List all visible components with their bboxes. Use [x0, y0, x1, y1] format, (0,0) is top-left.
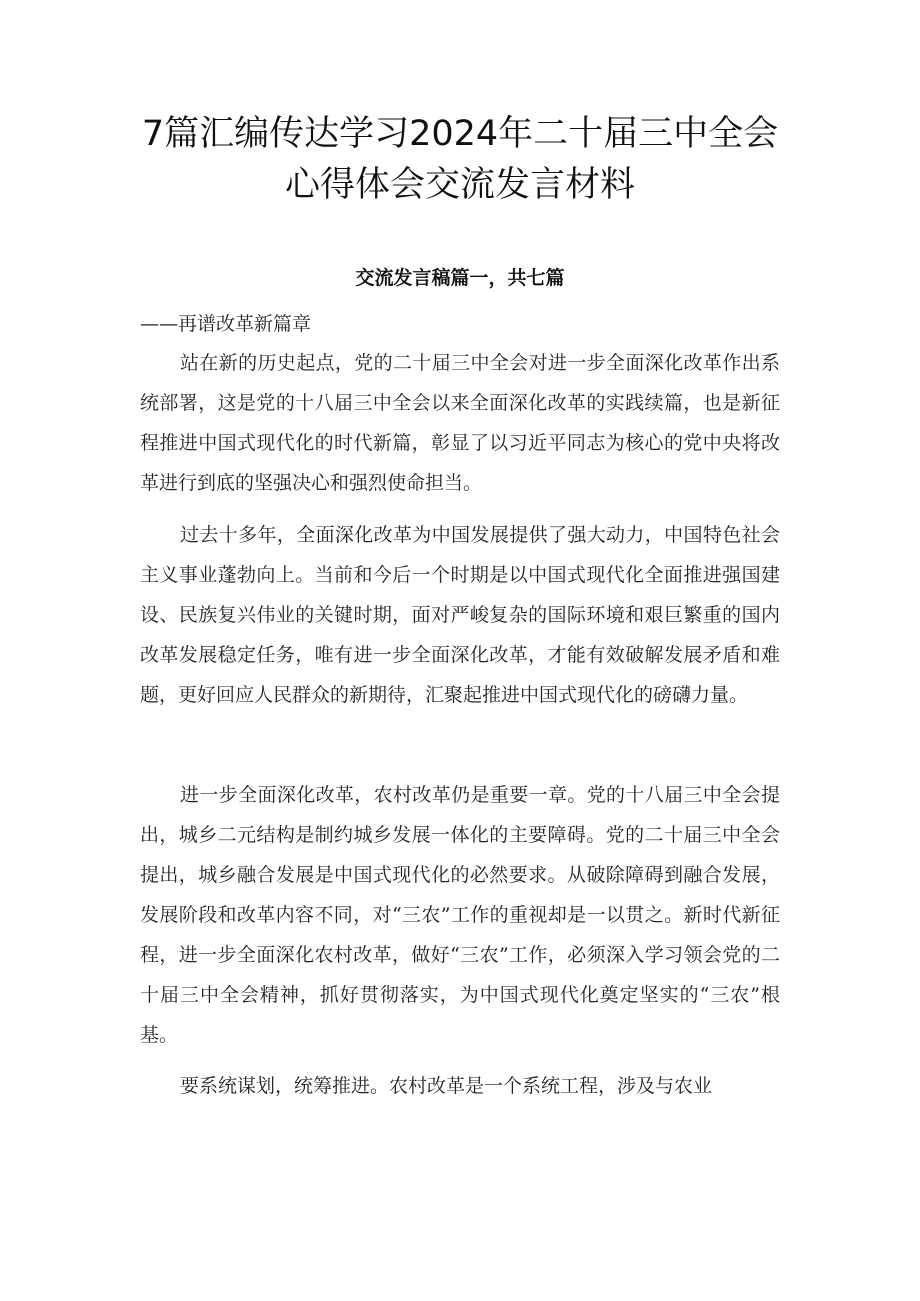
body-paragraph-3: 进一步全面深化改革，农村改革仍是重要一章。党的十八届三中全会提出，城乡二元结构是制约城乡发展一体化的主要障碍。党的二十届三中全会提出，城乡融合发展是中国式现代化的必然要求。从破除障碍到融合发展，发展阶段和改革内容不同，对“三农”工作的重视却是一以贯之。新时代新征程，进一步全面深化农村改革，做好“三农”工作，必须深入学习领会党的二十届三中全会精神，抓好贯彻落实，为中国式现代化奠定坚实的“三农”根基。 [140, 784, 780, 1046]
document-title-line-2: 心得体会交流发言材料 [284, 165, 635, 205]
body-paragraph-2: 过去十多年，全面深化改革为中国发展提供了强大动力，中国特色社会主义事业蓬勃向上。当前和今后一个时期是以中国式现代化全面推进强国建设、民族复兴伟业的关键时期，面对严峻复杂的国际环境和艰巨繁重的国内改革发展稳定任务，唯有进一步全面深化改革，才能有效破解发展矛盾和难题，更好回应人民群众的新期待，汇聚起推进中国式现代化的磅礴力量。 [140, 524, 780, 706]
section-subtitle: ——再谱改革新篇章 [140, 313, 312, 335]
body-paragraph-1: 站在新的历史起点，党的二十届三中全会对进一步全面深化改革作出系统部署，这是党的十八届三中全会以来全面深化改革的实践续篇，也是新征程推进中国式现代化的时代新篇，彰显了以习近平同志为核心的党中央将改革进行到底的坚强决心和强烈使命担当。 [140, 352, 780, 494]
section-heading: 交流发言稿篇一，共七篇 [355, 267, 565, 289]
document-title-line-1: 7篇汇编传达学习2024年二十届三中全会 [141, 114, 779, 154]
body-paragraph-4: 要系统谋划，统筹推进。农村改革是一个系统工程，涉及与农业 [180, 1075, 713, 1097]
